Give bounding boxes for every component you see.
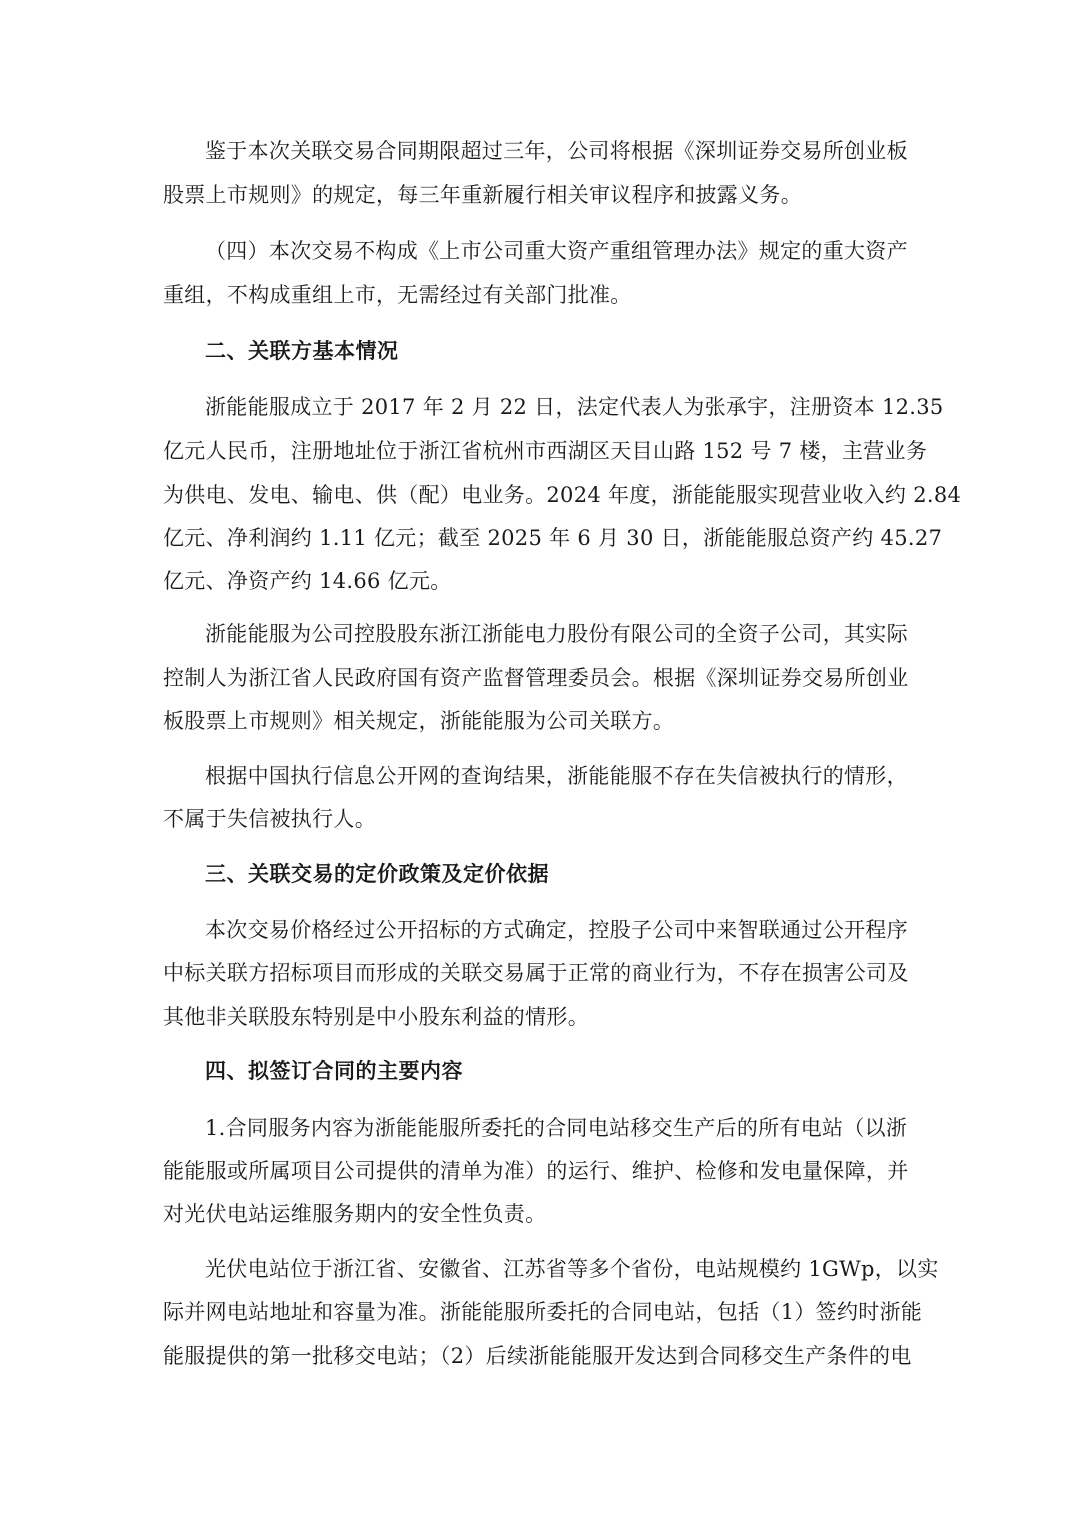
text-line: 亿元、净利润约 1.11 亿元；截至 2025 年 6 月 30 日，浙能能服总资产约 45.27 xyxy=(163,526,943,550)
text-line: 其他非关联股东特别是中小股东利益的情形。 xyxy=(163,1005,589,1029)
text-line: 光伏电站位于浙江省、安徽省、江苏省等多个省份，电站规模约 1GWp，以实 xyxy=(205,1257,939,1281)
text-line: 鉴于本次关联交易合同期限超过三年，公司将根据《深圳证券交易所创业板 xyxy=(205,139,908,163)
section-heading: 二、关联方基本情况 xyxy=(205,339,399,363)
text-line: 根据中国执行信息公开网的查询结果，浙能能服不存在失信被执行的情形， xyxy=(205,764,908,788)
text-line: 际并网电站地址和容量为准。浙能能服所委托的合同电站，包括（1）签约时浙能 xyxy=(163,1300,923,1324)
text-line: 浙能能服为公司控股股东浙江浙能电力股份有限公司的全资子公司，其实际 xyxy=(205,622,908,646)
text-line: 重组，不构成重组上市，无需经过有关部门批准。 xyxy=(163,283,632,307)
text-line: （四）本次交易不构成《上市公司重大资产重组管理办法》规定的重大资产 xyxy=(205,239,908,263)
text-line: 对光伏电站运维服务期内的安全性负责。 xyxy=(163,1202,547,1226)
text-line: 能服提供的第一批移交电站；（2）后续浙能能服开发达到合同移交生产条件的电 xyxy=(163,1344,912,1368)
text-line: 亿元、净资产约 14.66 亿元。 xyxy=(163,569,452,593)
section-heading: 三、关联交易的定价政策及定价依据 xyxy=(205,862,549,886)
text-line: 控制人为浙江省人民政府国有资产监督管理委员会。根据《深圳证券交易所创业 xyxy=(163,666,909,690)
text-line: 不属于失信被执行人。 xyxy=(163,807,376,831)
section-heading: 四、拟签订合同的主要内容 xyxy=(205,1059,463,1083)
text-line: 股票上市规则》的规定，每三年重新履行相关审议程序和披露义务。 xyxy=(163,183,802,207)
text-line: 板股票上市规则》相关规定，浙能能服为公司关联方。 xyxy=(163,709,675,733)
text-line: 中标关联方招标项目而形成的关联交易属于正常的商业行为，不存在损害公司及 xyxy=(163,961,909,985)
text-line: 浙能能服成立于 2017 年 2 月 22 日，法定代表人为张承宇，注册资本 12.35 xyxy=(205,395,944,419)
text-line: 亿元人民币，注册地址位于浙江省杭州市西湖区天目山路 152 号 7 楼，主营业务 xyxy=(163,439,928,463)
text-line: 1.合同服务内容为浙能能服所委托的合同电站移交生产后的所有电站（以浙 xyxy=(205,1116,908,1140)
text-line: 本次交易价格经过公开招标的方式确定，控股子公司中来智联通过公开程序 xyxy=(205,918,908,942)
text-line: 能能服或所属项目公司提供的清单为准）的运行、维护、检修和发电量保障，并 xyxy=(163,1159,909,1183)
text-line: 为供电、发电、输电、供（配）电业务。2024 年度，浙能能服实现营业收入约 2.84 xyxy=(163,483,962,507)
